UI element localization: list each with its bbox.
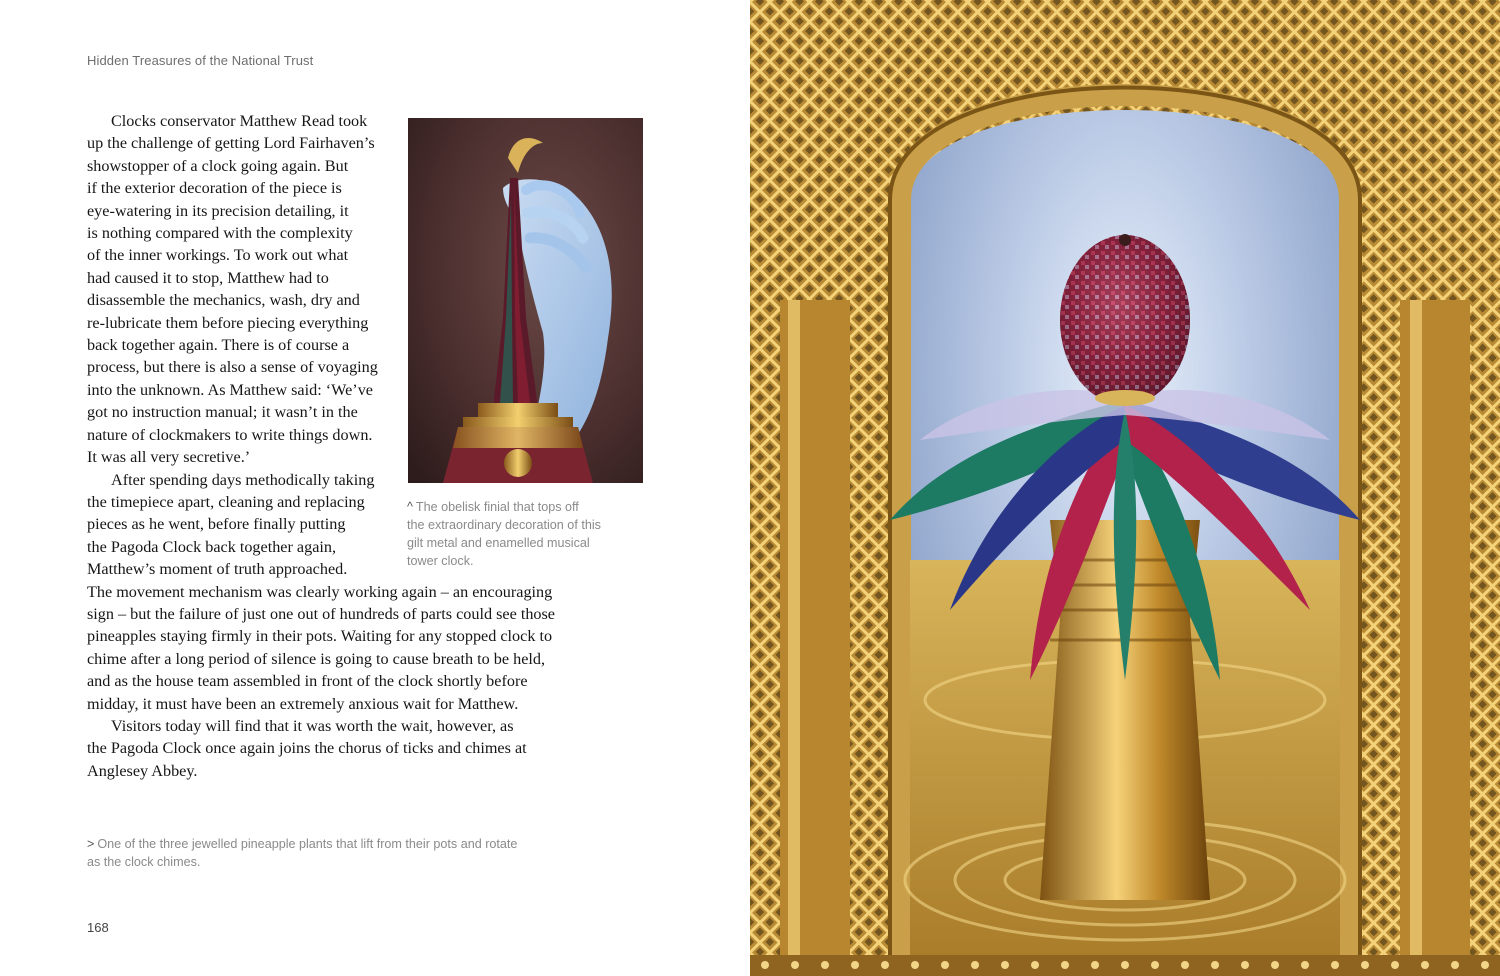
body-line: the Pagoda Clock once again joins the chorus of ticks and chimes at — [87, 739, 527, 758]
running-head: Hidden Treasures of the National Trust — [87, 53, 314, 68]
body-line: Visitors today will find that it was worth the wait, however, as — [111, 716, 514, 735]
body-line: process, but there is also a sense of voyaging — [87, 358, 378, 377]
jewelled-pineapple-photo — [750, 0, 1500, 976]
bottom-caption — [87, 835, 587, 871]
inset-caption-line: The obelisk finial that tops off — [415, 500, 579, 514]
body-line: the timepiece apart, cleaning and replacing — [87, 492, 365, 511]
body-line: is nothing compared with the complexity — [87, 224, 353, 243]
caret-up-icon: ^ — [407, 500, 413, 514]
body-line: pineapples staying firmly in their pots. Waiting for any stopped clock to — [87, 627, 553, 646]
inset-caption-line: the extraordinary decoration of this — [407, 518, 601, 532]
body-line: into the unknown. As Matthew said: ‘We’ve — [87, 380, 373, 399]
body-line: Matthew’s moment of truth approached. — [87, 560, 348, 579]
inset-caption-line: gilt metal and enamelled musical — [407, 536, 590, 550]
body-line: the Pagoda Clock back together again, — [87, 537, 337, 556]
inset-caption — [407, 498, 632, 570]
caret-right-icon: > — [87, 837, 95, 851]
body-line: disassemble the mechanics, wash, dry and — [87, 291, 360, 310]
body-line: pieces as he went, before finally putting — [87, 515, 346, 534]
body-line: up the challenge of getting Lord Fairhaven’s — [87, 134, 375, 153]
body-line: got no instruction manual; it wasn’t in the — [87, 403, 358, 422]
bottom-caption-line: as the clock chimes. — [87, 855, 201, 869]
body-line: and as the house team assembled in front of the clock shortly before — [87, 672, 528, 691]
obelisk-finial-photo — [408, 118, 643, 483]
inset-caption-line: tower clock. — [407, 554, 474, 568]
page-number: 168 — [87, 920, 109, 935]
body-line: It was all very secretive.’ — [87, 448, 251, 467]
body-line: After spending days methodically taking — [111, 470, 375, 489]
body-line: showstopper of a clock going again. But — [87, 156, 349, 175]
body-line: had caused it to stop, Matthew had to — [87, 268, 329, 287]
body-line: Anglesey Abbey. — [87, 761, 198, 780]
body-line: back together again. There is of course a — [87, 336, 350, 355]
body-line: of the inner workings. To work out what — [87, 246, 349, 265]
body-line: midday, it must have been an extremely anxious wait for Matthew. — [87, 694, 519, 713]
body-line: chime after a long period of silence is going to cause breath to be held, — [87, 649, 546, 668]
body-line: Clocks conservator Matthew Read took — [111, 112, 368, 130]
body-line: eye-watering in its precision detailing, it — [87, 201, 349, 220]
body-line: if the exterior decoration of the piece is — [87, 179, 342, 198]
body-line: nature of clockmakers to write things down. — [87, 425, 373, 444]
body-line: re-lubricate them before piecing everything — [87, 313, 369, 332]
bottom-caption-line: One of the three jewelled pineapple plants that lift from their pots and rotate — [97, 837, 518, 851]
body-line: The movement mechanism was clearly working again – an encouraging — [87, 582, 553, 601]
body-line: sign – but the failure of just one out of hundreds of parts could see those — [87, 604, 555, 623]
